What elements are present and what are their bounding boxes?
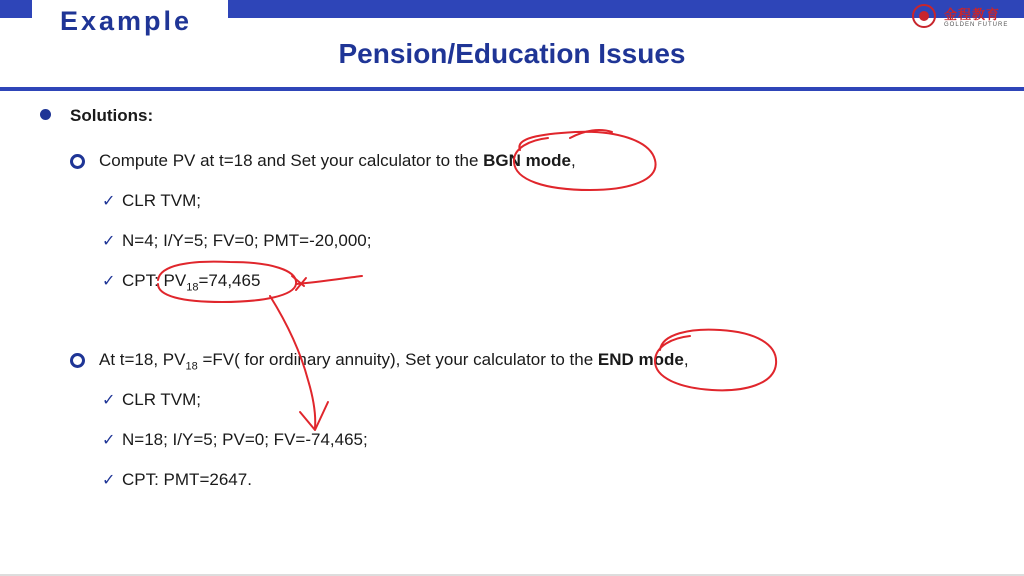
part1-step2: N=4; I/Y=5; FV=0; PMT=-20,000; <box>122 231 372 250</box>
sub-bullet-icon <box>70 353 85 368</box>
company-logo <box>912 4 1012 34</box>
logo-text-en: GOLDEN FUTURE <box>944 22 1009 28</box>
logo-text-cn: 金程教育 <box>944 7 1001 22</box>
part1-intro <box>99 151 576 171</box>
part2-intro-mid: =FV( for ordinary annuity), Set your calculator to the <box>197 350 598 369</box>
logo-icon <box>912 4 936 28</box>
part2-step1: CLR TVM; <box>122 390 202 409</box>
check-icon: ✓ <box>102 470 116 489</box>
end-mode-text: END mode <box>597 350 684 369</box>
part2-intro-sub: 18 <box>185 360 198 373</box>
step3-pre: CPT: PV <box>122 271 187 290</box>
bgn-mode-text: BGN mode <box>483 151 571 170</box>
check-icon: ✓ <box>102 271 116 290</box>
pv18-tick <box>292 276 306 290</box>
part1-intro-text: Compute PV at t=18 and Set your calculator to the <box>99 151 484 170</box>
check-icon: ✓ <box>102 231 116 250</box>
part1-step1: CLR TVM; <box>122 191 202 210</box>
part2-intro-pre: At t=18, PV <box>99 350 186 369</box>
title-divider <box>0 87 1024 91</box>
part2-step3: CPT: PMT=2647. <box>122 470 252 489</box>
step3-post: =74,465 <box>198 271 261 290</box>
check-icon: ✓ <box>102 191 116 210</box>
example-label: Example <box>60 6 193 36</box>
pv18-arrow-tail <box>296 276 362 284</box>
solutions-heading: Solutions: <box>70 106 154 125</box>
check-icon: ✓ <box>102 430 116 449</box>
part1-step3 <box>122 271 260 293</box>
transfer-arrowhead <box>300 402 328 430</box>
sub-bullet-icon <box>70 154 85 169</box>
step3-sub: 18 <box>186 281 199 294</box>
part1-intro-end: , <box>571 151 576 170</box>
check-icon: ✓ <box>102 390 116 409</box>
part2-step2: N=18; I/Y=5; PV=0; FV=-74,465; <box>122 430 368 449</box>
part2-intro-end: , <box>683 350 689 369</box>
part2-intro <box>99 350 689 372</box>
slide-title: Pension/Education Issues <box>338 38 686 69</box>
bullet-icon <box>40 109 51 120</box>
